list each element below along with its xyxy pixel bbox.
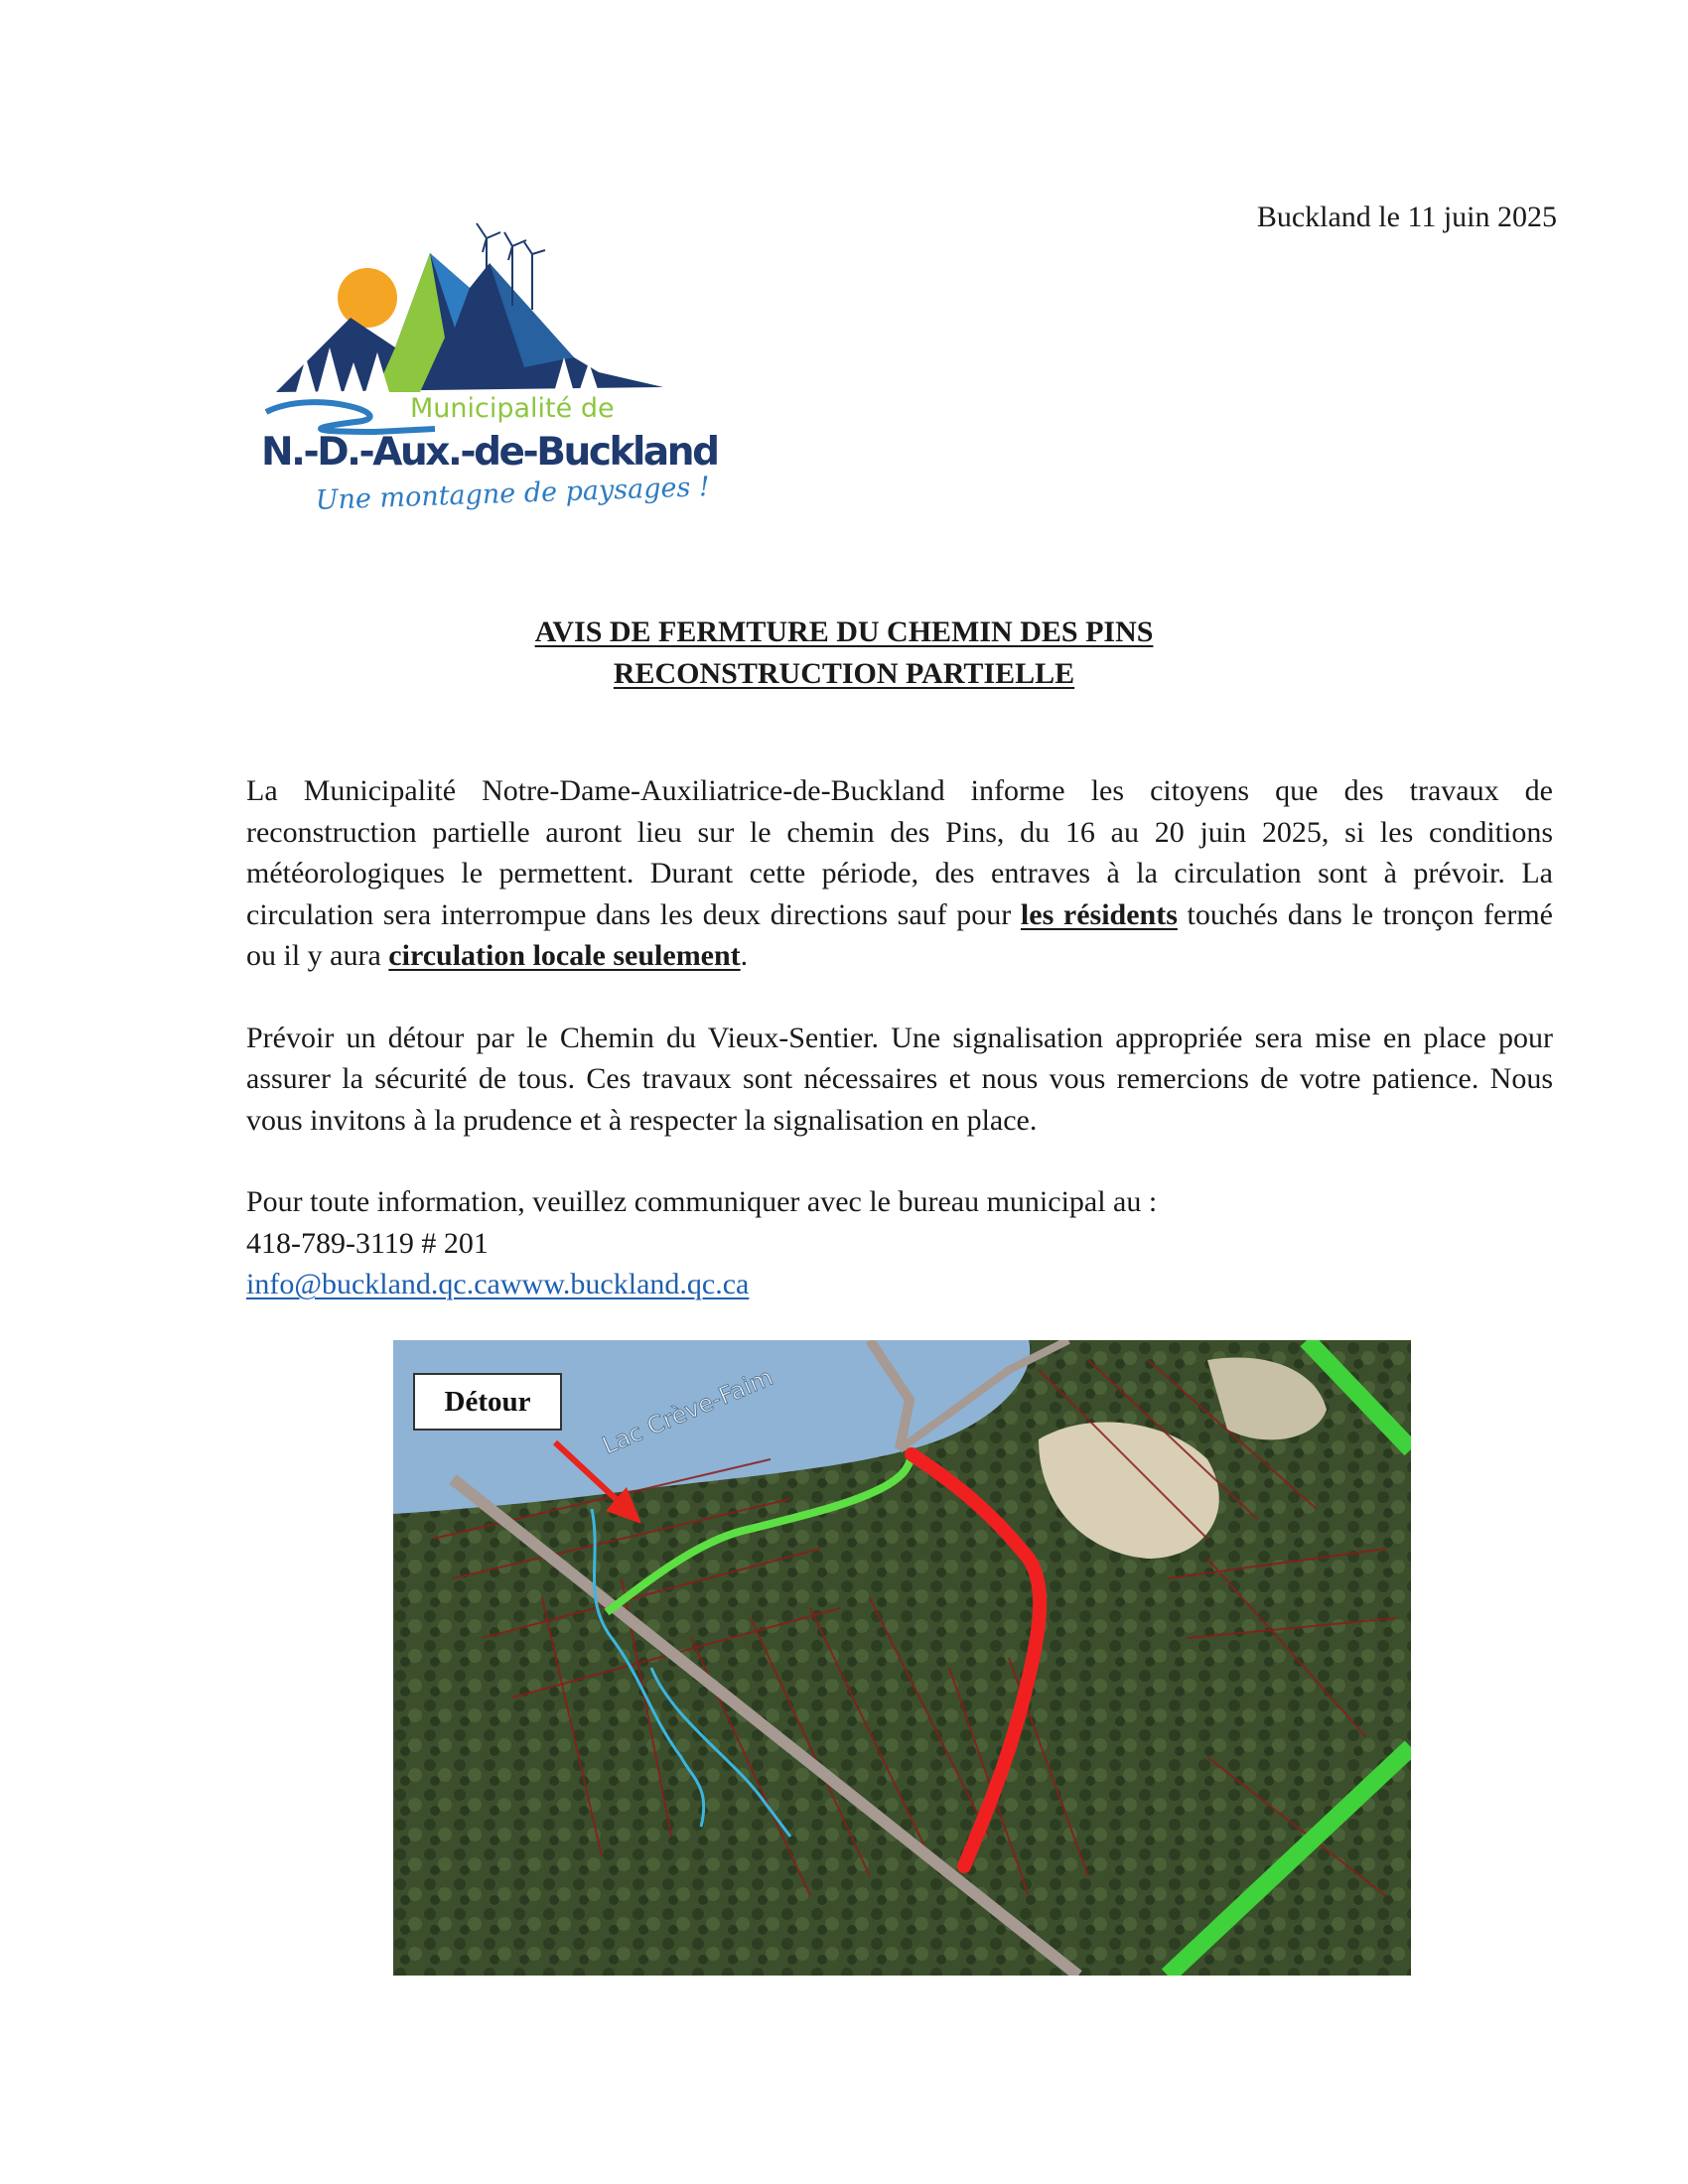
notice-body: [246, 770, 1553, 1305]
contact-block: [246, 1181, 1553, 1305]
title-line2: RECONSTRUCTION PARTIELLE: [613, 657, 1075, 690]
title-line1: AVIS DE FERMTURE DU CHEMIN DES PINS: [534, 615, 1154, 648]
logo-tagline: Une montagne de paysages !: [315, 472, 711, 516]
contact-intro: Pour toute information, veuillez communiquer avec le bureau municipal au :: [246, 1185, 1158, 1218]
email-link[interactable]: info@buckland.qc.ca: [246, 1268, 500, 1300]
logo-line2: N.-D.-Aux.-de-Buckland: [261, 430, 720, 475]
paragraph-text: touchés dans le tronçon fermé ou il y aura: [246, 897, 1553, 972]
detour-label: Détour: [413, 1373, 562, 1431]
logo-line1: Municipalité de: [410, 393, 615, 424]
website-link[interactable]: www.buckland.qc.ca: [499, 1268, 750, 1300]
municipality-logo: [256, 218, 733, 526]
date-line: Buckland le 11 juin 2025: [1256, 201, 1557, 233]
paragraph-text: La Municipalité Notre-Dame-Auxiliatrice-de-Buckland informe les citoyens que des travaux de reconstruction partielle auront lieu sur le chemin des Pins, du 16 au 20 juin 2025, si les conditions météorologiques le permettent. Durant cette période, des entraves à la circulation sont à prévoir. La circulation sera interrompue dans les deux directions sauf pour: [246, 774, 1553, 931]
local-traffic-emphasis: circulation locale seulement: [388, 939, 741, 972]
notice-title: [0, 612, 1688, 695]
paragraph-text: .: [740, 939, 749, 972]
detour-map: [393, 1340, 1411, 1976]
paragraph-closure: [246, 770, 1553, 977]
paragraph-detour: Prévoir un détour par le Chemin du Vieux-Sentier. Une signalisation appropriée sera mise en place pour assurer la sécurité de tous. Ces travaux sont nécessaires et nous vous remercions de votre patience. Nous vous invitons à la prudence et à respecter la signalisation en place.: [246, 1021, 1553, 1137]
residents-emphasis: les résidents: [1020, 897, 1178, 931]
lake-label: Lac Crève-Faim: [598, 1362, 777, 1460]
sun-icon: [338, 268, 397, 328]
phone-number: 418-789-3119 # 201: [246, 1226, 489, 1260]
